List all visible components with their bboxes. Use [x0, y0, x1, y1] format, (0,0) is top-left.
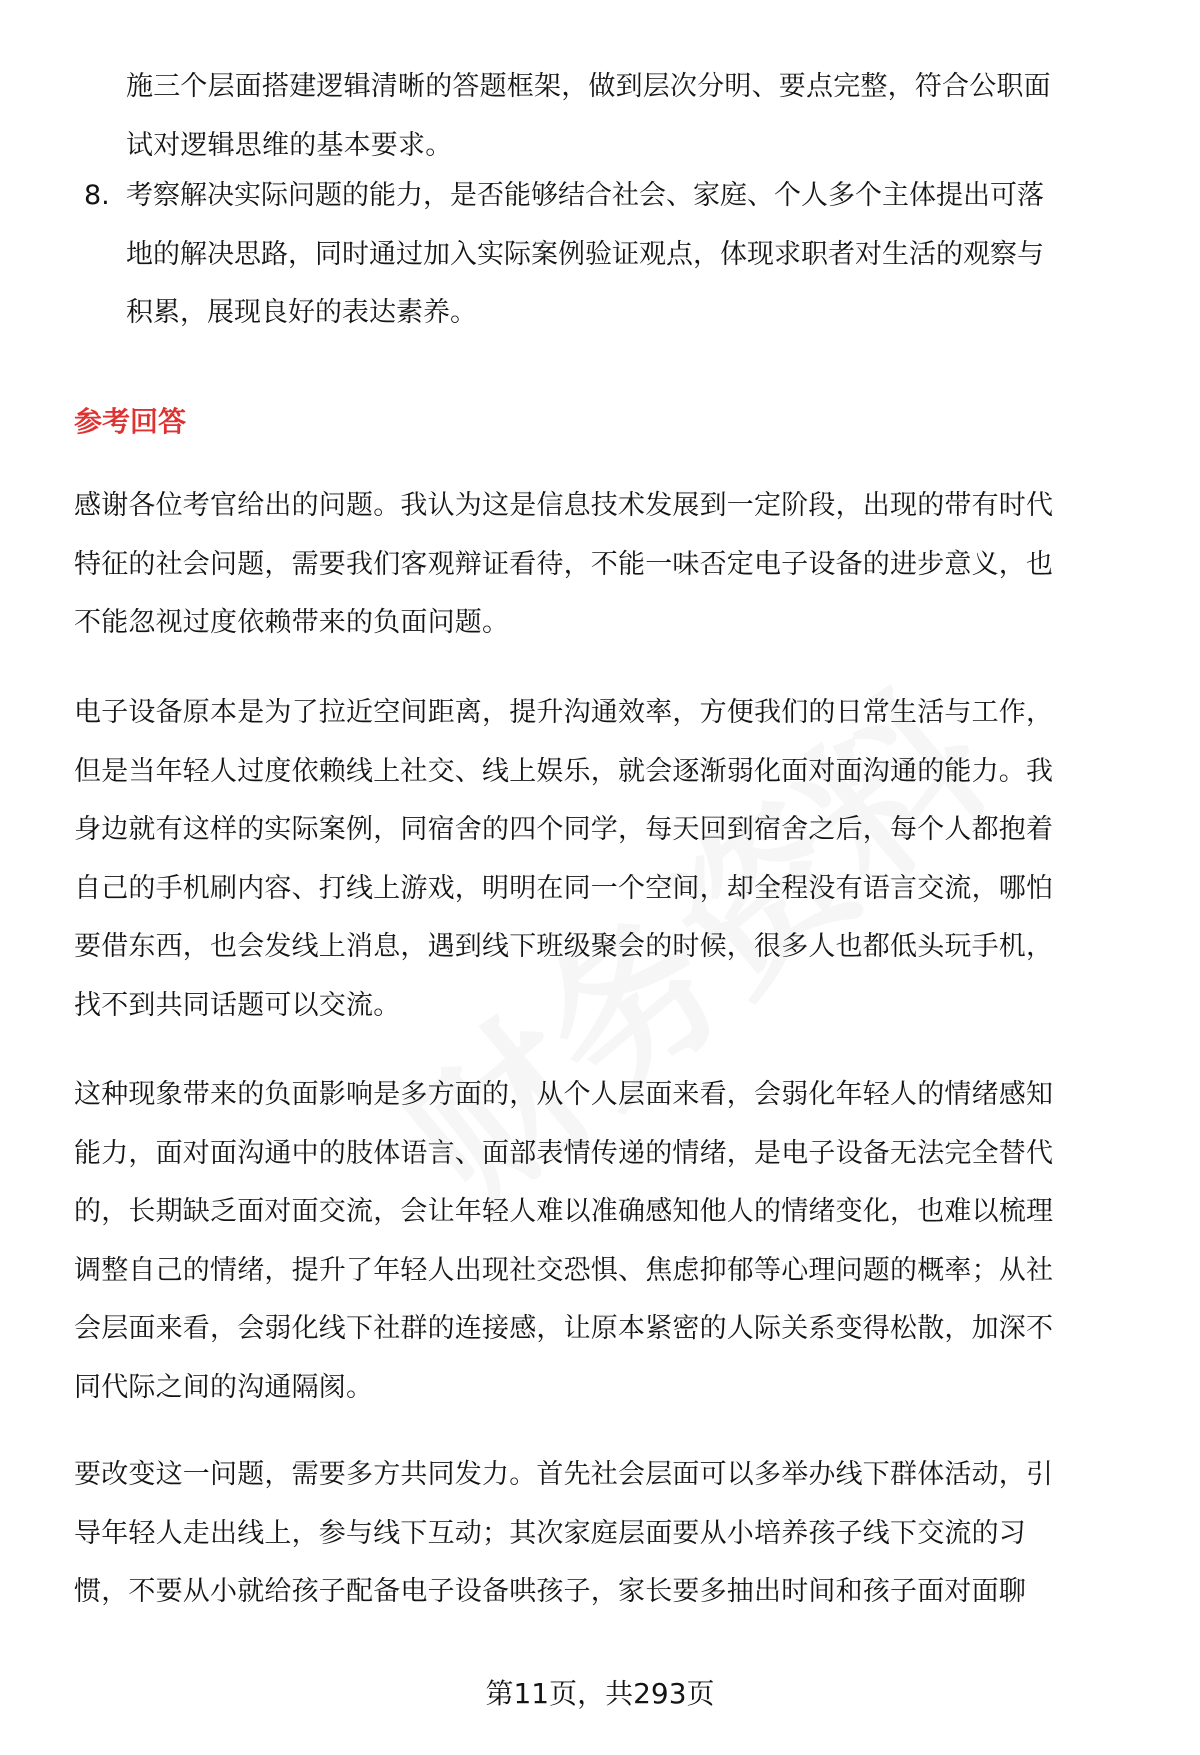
text-line: 电子设备原本是为了拉近空间距离，提升沟通效率，方便我们的日常生活与工作， [74, 697, 1054, 728]
text-line: 要借东西，也会发线上消息，遇到线下班级聚会的时候，很多人也都低头玩手机， [74, 931, 1054, 962]
text-line: 积累，展现良好的表达素养。 [126, 297, 477, 328]
text-line: 调整自己的情绪，提升了年轻人出现社交恐惧、焦虑抑郁等心理问题的概率；从社 [74, 1254, 1054, 1286]
text-line: 不能忽视过度依赖带来的负面问题。 [74, 607, 510, 638]
text-line: 感谢各位考官给出的问题。我认为这是信息技术发展到一定阶段，出现的带有时代 [74, 490, 1054, 521]
text-line: 会层面来看，会弱化线下社群的连接感，让原本紧密的人际关系变得松散，加深不 [74, 1313, 1054, 1344]
text-line: 的，长期缺乏面对面交流，会让年轻人难以准确感知他人的情绪变化，也难以梳理 [74, 1196, 1054, 1227]
text-line: 施三个层面搭建逻辑清晰的答题框架，做到层次分明、要点完整，符合公职面 [126, 71, 1051, 102]
paragraph-2 [74, 684, 1152, 1035]
paragraph-4 [74, 1446, 1152, 1622]
paragraph-1 [74, 477, 1152, 653]
text-line: 同代际之间的沟通隔阂。 [74, 1371, 374, 1403]
text-line: 地的解决思路，同时通过加入实际案例验证观点，体现求职者对生活的观察与 [126, 238, 1044, 270]
text-line: 导年轻人走出线上，参与线下互动；其次家庭层面要从小培养孩子线下交流的习 [74, 1517, 1026, 1549]
text-line: 找不到共同话题可以交流。 [74, 989, 401, 1021]
list-number: 8. [84, 180, 110, 211]
text-line: 自己的手机刷内容、打线上游戏，明明在同一个空间，却全程没有语言交流，哪怕 [74, 872, 1054, 904]
text-line: 能力，面对面沟通中的肢体语言、面部表情传递的情绪，是电子设备无法完全替代 [74, 1137, 1054, 1169]
text-line: 惯，不要从小就给孩子配备电子设备哄孩子，家长要多抽出时间和孩子面对面聊 [74, 1576, 1026, 1607]
text-line: 特征的社会问题，需要我们客观辩证看待，不能一味否定电子设备的进步意义，也 [74, 548, 1054, 580]
paragraph-3 [74, 1066, 1152, 1417]
text-line: 身边就有这样的实际案例，同宿舍的四个同学，每天回到宿舍之后，每个人都抱着 [74, 814, 1054, 845]
page-number-footer: 第11页，共293页 [485, 1677, 715, 1710]
text-line: 要改变这一问题，需要多方共同发力。首先社会层面可以多举办线下群体活动，引 [74, 1459, 1054, 1490]
text-line: 但是当年轻人过度依赖线上社交、线上娱乐，就会逐渐弱化面对面沟通的能力。我 [74, 755, 1054, 787]
list-item-text [126, 167, 1152, 343]
continuation-text [126, 58, 1152, 175]
text-line: 这种现象带来的负面影响是多方面的，从个人层面来看，会弱化年轻人的情绪感知 [74, 1079, 1054, 1110]
section-heading: 参考回答 [74, 405, 187, 438]
text-line: 考察解决实际问题的能力，是否能够结合社会、家庭、个人多个主体提出可落 [126, 180, 1044, 211]
text-line: 试对逻辑思维的基本要求。 [126, 129, 453, 161]
